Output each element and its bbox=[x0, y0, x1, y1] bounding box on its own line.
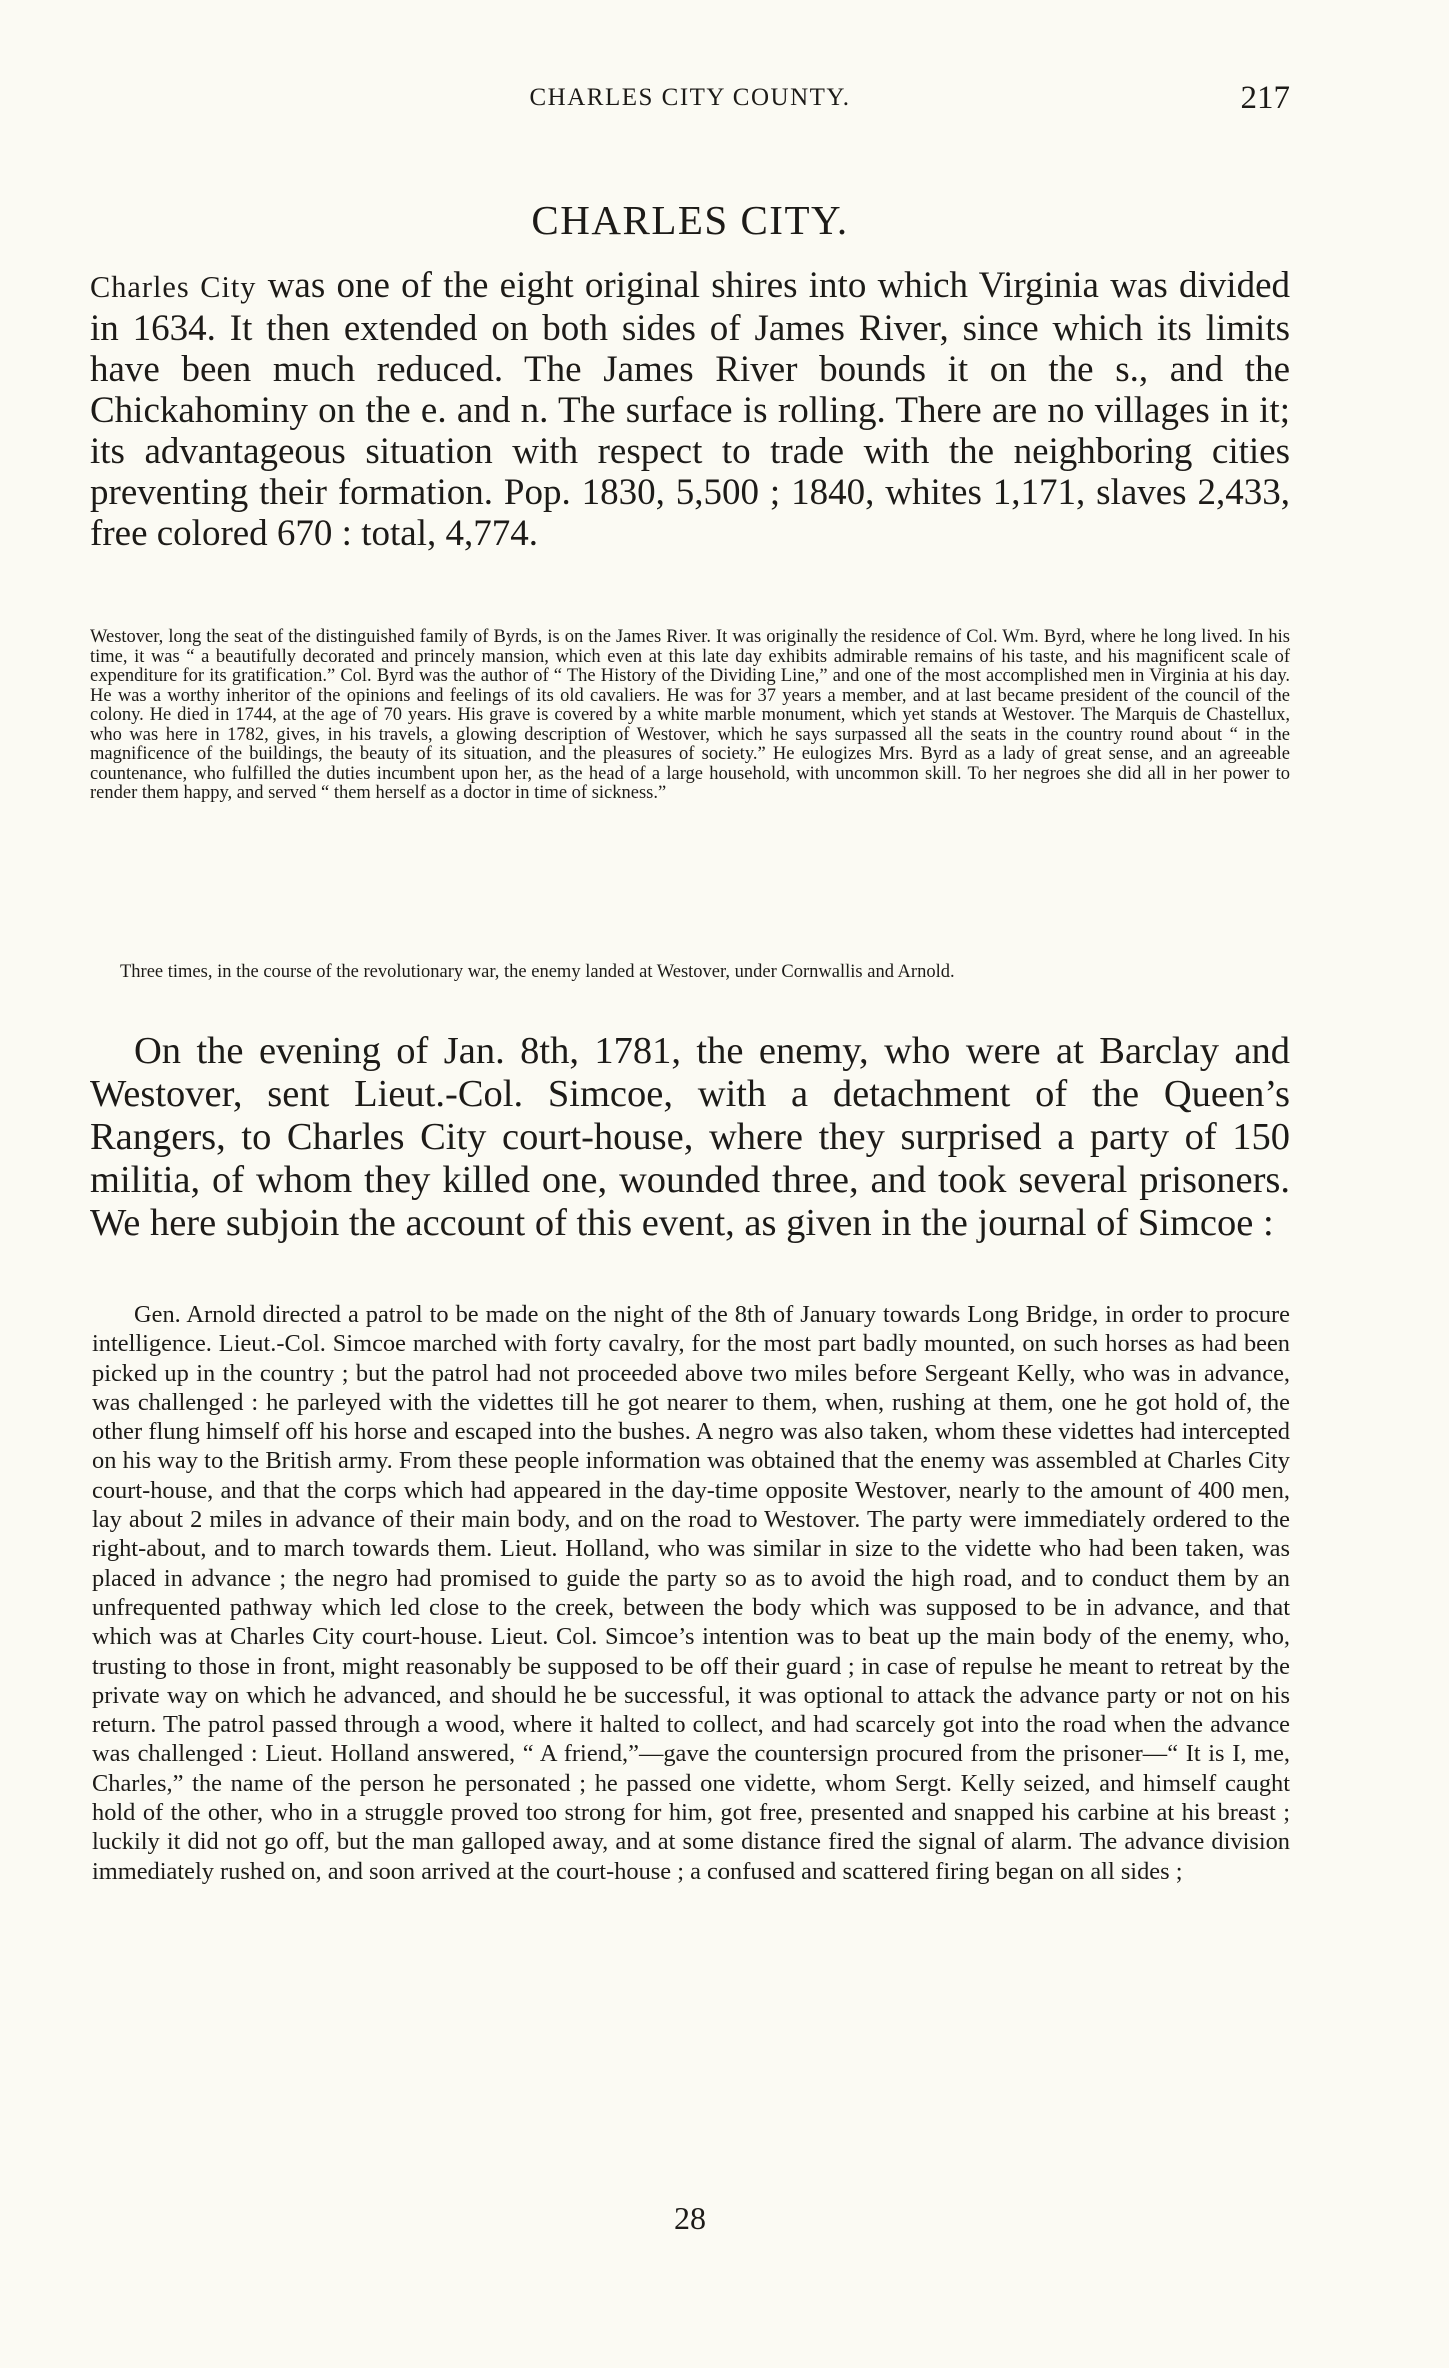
page-header bbox=[90, 80, 1290, 124]
intro-paragraph bbox=[90, 265, 1290, 554]
simcoe-journal-extract: Gen. Arnold directed a patrol to be made on the night of the 8th of January towards Long Bridge, in order to procure intelligence. Lieut.-Col. Simcoe marched with forty cavalry, for the most part badly mounted, on such horses as had been picked up in the country ; but the patrol had not proceeded above two miles before Sergeant Kelly, who was in advance, was challenged : he parleyed with the videttes till he got nearer to them, when, rushing at them, one he got hold of, the other flung himself off his horse and escaped into the bushes. A negro was also taken, whom these videttes had intercepted on his way to the British army. From these people information was obtained that the enemy was assembled at Charles City court-house, and that the corps which had appeared in the day-time opposite Westover, nearly to the amount of 400 men, lay about 2 miles in advance of their main body, and on the road to Westover. The party were immediately ordered to the right-about, and to march towards them. Lieut. Holland, who was similar in size to the vidette who had been taken, was placed in advance ; the negro had promised to guide the party so as to avoid the high road, and to conduct them by an unfrequented pathway which led close to the creek, between the body which was supposed to be in advance, and that which was at Charles City court-house. Lieut. Col. Simcoe’s intention was to beat up the main body of the enemy, who, trusting to those in front, might reasonably be supposed to be off their guard ; in case of repulse he meant to retreat by the private way on which he advanced, and should he be successful, it was optional to attack the advance party or not on his return. The patrol passed through a wood, where it halted to collect, and had scarcely got into the road when the advance was challenged : Lieut. Holland answered, “ A friend,”—gave the countersign procured from the prisoner—“ It is I, me, Charles,” the name of the person he personated ; he passed one vidette, whom Sergt. Kelly seized, and himself caught hold of the other, who in a struggle proved too strong for him, got free, presented and snapped his carbine at his breast ; luckily it did not go off, but the man galloped away, and at some distance fired the signal of alarm. The advance division immediately rushed on, and soon arrived at the court-house ; a confused and scattered firing began on all sides ; bbox=[92, 1301, 1290, 1885]
running-title: CHARLES CITY COUNTY. bbox=[529, 84, 851, 111]
intro-lead-caps: Charles City bbox=[90, 270, 257, 304]
landings-note: Three times, in the course of the revolutionary war, the enemy landed at Westover, under Cornwallis and Arnold. bbox=[120, 962, 955, 982]
signature-mark: 28 bbox=[674, 2200, 706, 2236]
page-number: 217 bbox=[1240, 80, 1290, 116]
westover-note: Westover, long the seat of the distinguished family of Byrds, is on the James River. It was originally the residence of Col. Wm. Byrd, where he long lived. In his time, it was “ a beautifully decorated and princely mansion, which even at this late day exhibits admirable remains of his taste, and his magnificent scale of expenditure for its gratification.” Col. Byrd was the author of “ The History of the Dividing Line,” and one of the most accomplished men in Virginia at his day. He was a worthy inheritor of the opinions and feelings of its old cavaliers. He was for 37 years a member, and at last became president of the council of the colony. He died in 1744, at the age of 70 years. His grave is covered by a white marble monument, which yet stands at Westover. The Marquis de Chastellux, who was here in 1782, gives, in his travels, a glowing description of Westover, which he says surpassed all the seats in the country round about “ in the magnificence of the buildings, the beauty of its situation, and the pleasures of society.” He eulogizes Mrs. Byrd as a lady of great sense, and an agreeable countenance, who fulfilled the duties incumbent upon her, as the head of a large household, with uncommon skill. To her negroes she did all in her power to render them happy, and served “ them herself as a doctor in time of sickness.” bbox=[90, 627, 1290, 803]
intro-text: was one of the eight original shires into which Virginia was divided in 1634. It then extended on both sides of James River, since which its limits have been much reduced. The James River bounds it on the s., and the Chickahominy on the e. and n. The surface is rolling. There are no villages in it; its advantageous situation with respect to trade with the neighboring cities preventing their formation. Pop. 1830, 5,500 ; 1840, whites 1,171, slaves 2,433, free colored 670 : total, 4,774. bbox=[90, 265, 1290, 554]
narrative-paragraph: On the evening of Jan. 8th, 1781, the enemy, who were at Barclay and Westover, sent Lieut.-Col. Simcoe, with a detachment of the Queen’s Rangers, to Charles City court-house, where they surprised a party of 150 militia, of whom they killed one, wounded three, and took several prisoners. We here subjoin the account of this event, as given in the journal of Simcoe : bbox=[90, 1030, 1290, 1244]
section-title: CHARLES CITY. bbox=[531, 197, 849, 243]
